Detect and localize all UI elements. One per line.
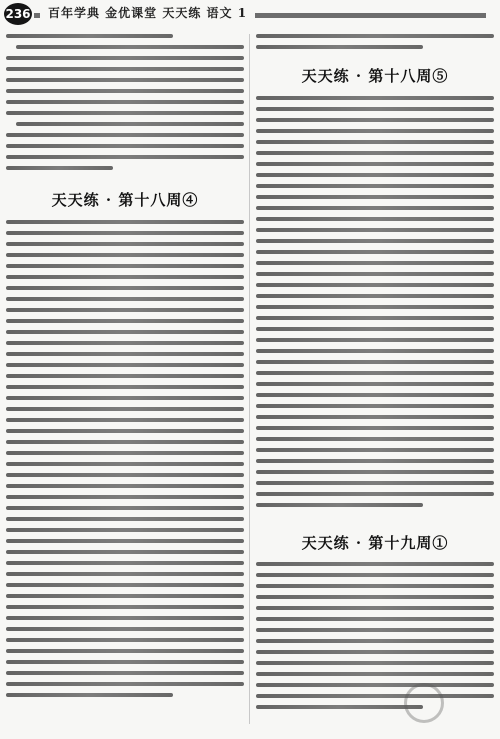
right-column [256,34,494,724]
continued-text-block [256,34,494,56]
passage-text-block [6,34,244,177]
watermark-logo [404,683,496,735]
section-title-week18-4 [6,188,244,212]
left-column [6,34,244,724]
page-header [0,0,500,28]
section-title-week18-5 [256,64,494,88]
answers-week18-5 [256,96,494,514]
column-divider [249,34,250,724]
section-title-week19-1 [256,531,494,555]
page-number-badge: 236 [4,3,32,25]
answers-week18-4 [6,220,244,704]
header-title: 百年学典 金优课堂 天天练 语文 1 [40,3,255,23]
watermark-circle-icon [404,683,444,723]
section-title-text: 天天练 · 第十八周④ [51,191,199,209]
section-title-text: 天天练 · 第十九周① [301,534,449,552]
section-title-text: 天天练 · 第十八周⑤ [301,67,449,85]
